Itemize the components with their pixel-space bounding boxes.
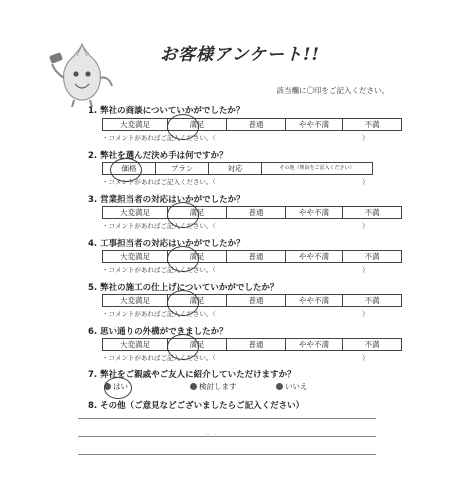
q7-option-consider-label: 検討します bbox=[199, 382, 237, 391]
selection-circle-q5 bbox=[167, 290, 199, 316]
q2-option-other[interactable]: その他（理由をご記入ください） bbox=[262, 163, 373, 175]
question-1-comment-close: ） bbox=[362, 134, 369, 142]
q1-option-somewhat-dissatisfied[interactable]: やや不満 bbox=[286, 119, 343, 131]
question-3-comment-close: ） bbox=[362, 222, 369, 230]
question-4-label: 4. 工事担当者の対応はいかがでしたか？ bbox=[88, 239, 245, 249]
q4-option-dissatisfied[interactable]: 不満 bbox=[343, 251, 402, 263]
q5-option-neutral[interactable]: 普通 bbox=[227, 295, 286, 307]
q1-option-very-satisfied[interactable]: 大変満足 bbox=[103, 119, 168, 131]
question-3-comment-label: ・コメントがあればご記入ください。（ bbox=[102, 222, 216, 230]
q7-option-consider[interactable] bbox=[190, 381, 237, 392]
selection-circle-q6 bbox=[167, 334, 199, 360]
radio-dot-icon bbox=[276, 383, 283, 390]
question-7-label: 7. 弊社をご親戚やご友人に紹介していただけますか？ bbox=[88, 370, 296, 380]
q3-option-dissatisfied[interactable]: 不満 bbox=[343, 207, 402, 219]
selection-circle-q3 bbox=[167, 202, 199, 228]
q7-option-yes-label: はい bbox=[113, 382, 128, 391]
q3-option-very-satisfied[interactable]: 大変満足 bbox=[103, 207, 168, 219]
q4-option-satisfied[interactable]: 満足 bbox=[168, 251, 227, 263]
question-3-rating-table bbox=[102, 206, 402, 219]
selection-circle-q1 bbox=[167, 114, 199, 140]
q1-option-neutral[interactable]: 普通 bbox=[227, 119, 286, 131]
q6-option-somewhat-dissatisfied[interactable]: やや不満 bbox=[286, 339, 343, 351]
q4-option-somewhat-dissatisfied[interactable]: やや不満 bbox=[286, 251, 343, 263]
q2-option-plan[interactable]: プラン bbox=[156, 163, 209, 175]
q7-option-no-label: いいえ bbox=[285, 382, 308, 391]
answer-line-1[interactable] bbox=[78, 418, 376, 419]
q2-option-price[interactable]: 価格 bbox=[103, 163, 156, 175]
q2-option-service[interactable]: 対応 bbox=[209, 163, 262, 175]
q3-option-satisfied[interactable]: 満足 bbox=[168, 207, 227, 219]
question-3-label: 3. 営業担当者の対応はいかがでしたか？ bbox=[88, 195, 245, 205]
question-5-comment-close: ） bbox=[362, 310, 369, 318]
question-6-comment-label: ・コメントがあればご記入ください。（ bbox=[102, 354, 216, 362]
question-1-rating-table bbox=[102, 118, 402, 131]
q5-option-dissatisfied[interactable]: 不満 bbox=[343, 295, 402, 307]
selection-circle-q7 bbox=[104, 377, 132, 399]
question-1-comment-label: ・コメントがあればご記入ください。（ bbox=[102, 134, 216, 142]
answer-line-2[interactable] bbox=[78, 436, 376, 437]
question-5-label: 5. 弊社の施工の仕上げについていかがでしたか？ bbox=[88, 283, 279, 293]
q5-option-somewhat-dissatisfied[interactable]: やや不満 bbox=[286, 295, 343, 307]
q6-option-neutral[interactable]: 普通 bbox=[227, 339, 286, 351]
question-2-options-table bbox=[102, 162, 373, 175]
question-5-comment-label: ・コメントがあればご記入ください。（ bbox=[102, 310, 216, 318]
answer-line-3[interactable] bbox=[78, 454, 376, 455]
question-5-rating-table bbox=[102, 294, 402, 307]
question-6-comment-close: ） bbox=[362, 354, 369, 362]
q6-option-very-satisfied[interactable]: 大変満足 bbox=[103, 339, 168, 351]
q3-option-somewhat-dissatisfied[interactable]: やや不満 bbox=[286, 207, 343, 219]
radio-dot-icon bbox=[190, 383, 197, 390]
question-2-comment-close: ） bbox=[362, 178, 369, 186]
q6-option-satisfied[interactable]: 満足 bbox=[168, 339, 227, 351]
q7-option-no[interactable] bbox=[276, 381, 308, 392]
q4-option-neutral[interactable]: 普通 bbox=[227, 251, 286, 263]
question-1-label: 1. 弊社の商談についていかがでしたか？ bbox=[88, 106, 245, 116]
question-4-rating-table bbox=[102, 250, 402, 263]
q3-option-neutral[interactable]: 普通 bbox=[227, 207, 286, 219]
q6-option-dissatisfied[interactable]: 不満 bbox=[343, 339, 402, 351]
question-2-label: 2. 弊社を選んだ決め手は何ですか？ bbox=[88, 151, 228, 161]
q1-option-satisfied[interactable]: 満足 bbox=[168, 119, 227, 131]
onion-mascot-icon bbox=[48, 40, 116, 110]
question-2-comment-label: ・コメントがあればご記入ください。（ bbox=[102, 178, 216, 186]
question-4-comment-close: ） bbox=[362, 266, 369, 274]
question-8-label: 8. その他（ご意見などございましたらご記入ください） bbox=[88, 401, 305, 411]
q5-option-very-satisfied[interactable]: 大変満足 bbox=[103, 295, 168, 307]
instruction-text: 該当欄に〇印をご記入ください。 bbox=[276, 86, 389, 95]
selection-circle-q2 bbox=[110, 158, 142, 182]
selection-circle-q4 bbox=[167, 246, 199, 272]
question-6-rating-table bbox=[102, 338, 402, 351]
question-6-label: 6. 思い通りの外構ができましたか？ bbox=[88, 327, 228, 337]
handwritten-mark: ～ ・ bbox=[205, 432, 219, 439]
question-4-comment-label: ・コメントがあればご記入ください。（ bbox=[102, 266, 216, 274]
q5-option-satisfied[interactable]: 満足 bbox=[168, 295, 227, 307]
q1-option-dissatisfied[interactable]: 不満 bbox=[343, 119, 402, 131]
q4-option-very-satisfied[interactable]: 大変満足 bbox=[103, 251, 168, 263]
page-title: お客様アンケート!! bbox=[160, 45, 320, 65]
